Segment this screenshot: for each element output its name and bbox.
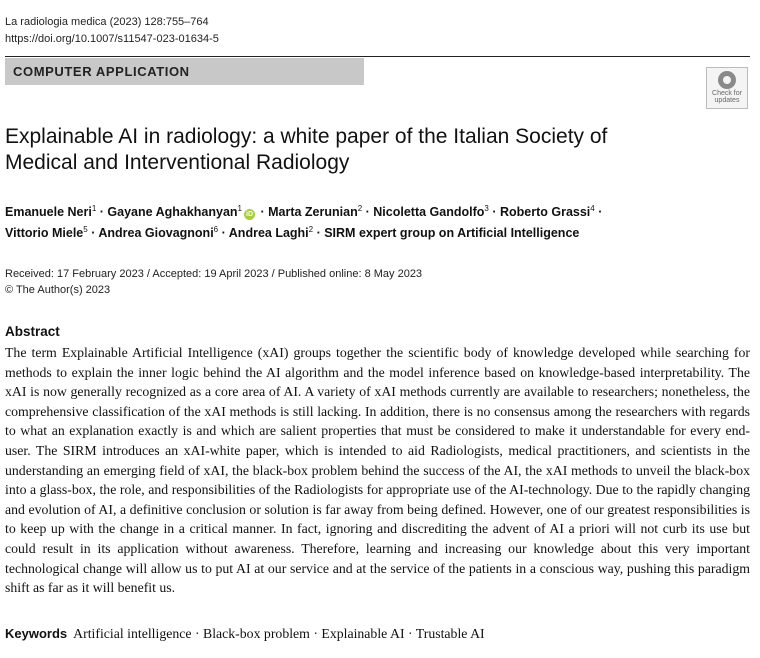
check-updates-icon (718, 71, 736, 89)
abstract-text: The term Explainable Artificial Intelligence (xAI) groups together the scientific body of knowledge developed while searching for methods to explain the inner logic behind the AI algorithm and the model inference based on knowledge-based interpretability. The xAI is now generally recognized as a core area of AI. A variety of xAI methods currently are available to researchers; nonetheless, the comprehensive classification of the xAI methods is still lacking. In addition, there is no consensus among the researchers with regards to what an explanation exactly is and which are salient properties that must be considered to make it understandable for every end-user. The SIRM introduces an xAI-white paper, which is intended to aid Radiologists, medical practitioners, and scientists in the understanding an emerging field of xAI, the black-box problem behind the success of the AI, the xAI methods to unveil the black-box into a glass-box, the role, and responsibilities of the Radiologists for appropriate use of the AI-technology. Due to the rapidly changing and evolution of AI, a definitive conclusion or solution is far away from being defined. However, one of our greatest responsibilities is to keep up with the change in a critical manner. In fact, ignoring and discrediting the advent of AI a priori will not curb its use but could result in its application without awareness. Therefore, learning and increasing our knowledge about this very important technological change will allow us to put AI at our service and at the service of the patients in a conscious way, pushing this paradigm shift as far as it will benefit us. (5, 345, 750, 596)
copyright-notice: © The Author(s) 2023 (5, 284, 111, 296)
author-affiliation: 1 (237, 204, 242, 213)
journal-citation: La radiologia medica (2023) 128:755–764 (5, 16, 209, 28)
author-separator: · (96, 205, 108, 219)
author-name[interactable]: Nicoletta Gandolfo (373, 205, 485, 219)
author-affiliation: 2 (308, 225, 314, 234)
author-name[interactable]: Vittorio Miele (5, 226, 84, 240)
author-name[interactable]: Emanuele Neri (5, 205, 92, 219)
author-list (5, 202, 725, 244)
abstract-heading: Abstract (5, 324, 60, 339)
author-name[interactable]: Andrea Giovagnoni (98, 226, 214, 240)
author-group-name[interactable]: SIRM expert group on Artificial Intelligence (324, 226, 580, 240)
history-dates: Received: 17 February 2023 / Accepted: 19 April 2023 / Published online: 8 May 2023 (5, 268, 423, 280)
author-name[interactable]: Marta Zerunian (268, 205, 358, 219)
check-updates-text: Check for updates (712, 90, 742, 104)
keywords-line (5, 626, 485, 642)
author-affiliation: 3 (484, 204, 489, 213)
author-affiliation: 5 (83, 225, 88, 234)
author-name[interactable]: Andrea Laghi (228, 226, 309, 240)
author-affiliation: 4 (590, 204, 595, 213)
orcid-icon[interactable]: iD (246, 211, 253, 218)
paper-title: Explainable AI in radiology: a white paper of the Italian Society of Medical and Interventional Radiology (5, 125, 608, 174)
check-for-updates-badge[interactable] (706, 67, 748, 109)
section-label-bar (5, 58, 364, 85)
section-label: COMPUTER APPLICATION (13, 64, 190, 79)
author-separator: · (362, 205, 374, 219)
author-affiliation: 1 (91, 204, 97, 213)
author-affiliation: 2 (357, 204, 363, 213)
keywords-label: Keywords (5, 626, 68, 641)
keywords-list: Artificial intelligence · Black-box problem · Explainable AI · Trustable AI (73, 626, 485, 641)
author-separator: · (488, 205, 500, 219)
doi-link[interactable]: https://doi.org/10.1007/s11547-023-01634-5 (5, 33, 219, 45)
author-separator: · (218, 226, 229, 240)
header-rule (5, 56, 750, 57)
author-name[interactable]: Gayane Aghakhanyan (107, 205, 238, 219)
author-separator: · (313, 226, 325, 240)
author-affiliation: 6 (213, 225, 219, 234)
author-separator: · (594, 205, 603, 219)
author-name[interactable]: Roberto Grassi (499, 205, 591, 219)
journal-header (5, 14, 219, 48)
author-separator: · (257, 205, 269, 219)
author-separator: · (87, 226, 99, 240)
publication-dates (5, 266, 422, 298)
